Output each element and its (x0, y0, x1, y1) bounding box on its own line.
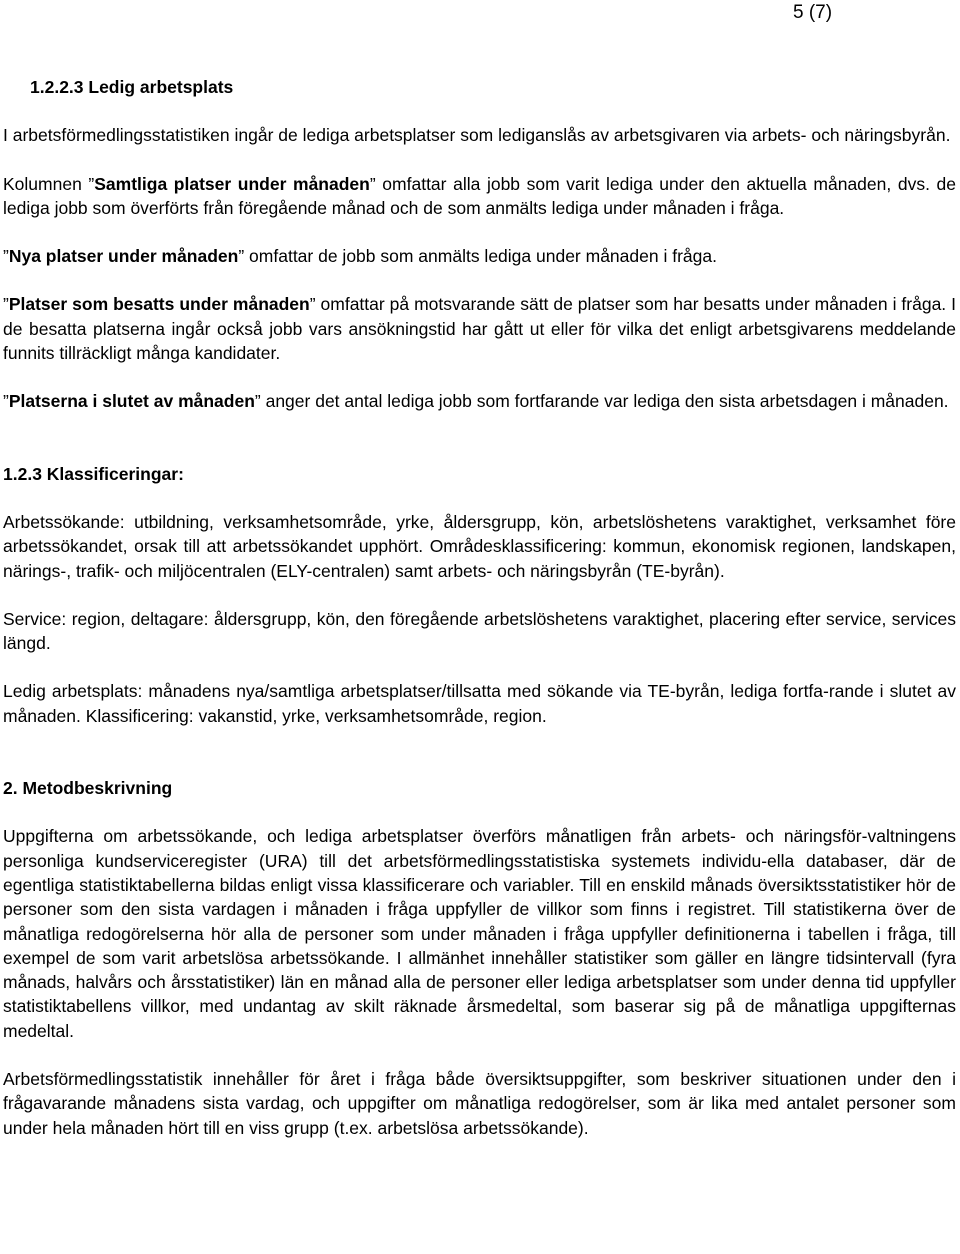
section-heading-metodbeskrivning: 2. Metodbeskrivning (3, 778, 173, 799)
paragraph-metod-2: Arbetsförmedlingsstatistik innehåller för året i fråga både översiktsuppgifter, som beskriver situationen under den i frågavarande månadens sista vardag, och uppgifter om månatliga redogörelser, som är lika med antalet personer som under hela månaden hört till en viss grupp (t.ex. arbetslösa arbetssökande). (3, 1069, 956, 1138)
term-nya-platser: Nya platser under månaden (8, 246, 239, 267)
term-platserna-slutet: Platserna i slutet av månaden (8, 391, 255, 412)
page-number: 5 (7) (793, 2, 833, 23)
paragraph-platser-besatts: ”Platser som besatts under månaden” omfattar på motsvarande sätt de platser som har besatts under månaden i fråga. I de besatta platserna ingår också jobb vars ansökningstid har gått ut eller för vilka det enligt arbetsgivarens meddelande funnits tillräckligt många kandidater. (3, 294, 956, 364)
term-samtliga-platser: Samtliga platser under månaden (94, 173, 370, 194)
section-heading-ledig-arbetsplats: 1.2.2.3 Ledig arbetsplats (30, 77, 234, 97)
paragraph-samtliga-platser: Kolumnen ”Samtliga platser under månaden” omfattar alla jobb som varit lediga under den aktuella månaden, dvs. de lediga jobb som överförts från föregående månad och de som anmälts lediga under månaden i fråga. (3, 173, 957, 218)
paragraph-metod-1: Uppgifterna om arbetssökande, och lediga arbetsplatser överförs månatligen från arbets- och näringsför-valtningens personliga kundserviceregister (URA) till det arbetsförmedlingsstatistiska systemets individu-ella databaser, där de egentliga statistiktabellerna bildas enligt vissa klassificerare och variabler. Till en enskild månads översiktsstatistiker hör de personer som den sista vardagen i månaden i fråga uppfyller de villkor som finns i registret. Till statistikerna över de månatliga redogörelserna hör alla de personer som under månaden i fråga uppfyller definitionerna i tabellen i fråga, till exempel de som varit arbetslösa arbetssökande. I allmänhet innehåller statistiker som gäller en längre tidsintervall (fyra månads, halvårs och årsstatistiker) län en månad alla de personer eller lediga arbetsplatser som under denna tid uppfyller statistiktabellens villkor, med undantag av skilt räknade årsmedeltal, som baserar sig på de månatliga uppgifternas medeltal. (3, 826, 956, 1041)
paragraph-service-klass: Service: region, deltagare: åldersgrupp, kön, den föregående arbetslöshetens varaktighet, placering efter service, services längd. (3, 608, 956, 654)
paragraph-nya-platser: ”Nya platser under månaden” omfattar de jobb som anmälts lediga under månaden i fråga. (3, 246, 717, 267)
paragraph-ledig-intro: I arbetsförmedlingsstatistiken ingår de lediga arbetsplatser som lediganslås av arbetsgivaren via arbets- och näringsbyrån. (3, 125, 951, 146)
paragraph-platserna-slutet: ”Platserna i slutet av månaden” anger det antal lediga jobb som fortfarande var lediga den sista arbetsdagen i månaden. (3, 391, 949, 412)
term-platser-besatts: Platser som besatts under månaden (8, 294, 310, 315)
document-body (3, 75, 956, 1140)
paragraph-arbetssokande-klass: Arbetssökande: utbildning, verksamhetsområde, yrke, åldersgrupp, kön, arbetslöshetens varaktighet, verksamhet före arbetssökandet, orsak till att arbetssökandet upphört. Områdesklassificering: kommun, ekonomisk regionen, landskapen, närings-, trafik- och miljöcentralen (ELY-centralen) samt arbets- och näringsbyrån (TE-byrån). (3, 511, 956, 581)
section-heading-klassificeringar: 1.2.3 Klassificeringar: (3, 463, 184, 484)
paragraph-ledig-arbetsplats-klass: Ledig arbetsplats: månadens nya/samtliga arbetsplatser/tillsatta med sökande via TE-byrån, lediga fortfa-rande i slutet av månaden. Klassificering: vakanstid, yrke, verksamhetsområde, region. (3, 681, 956, 726)
